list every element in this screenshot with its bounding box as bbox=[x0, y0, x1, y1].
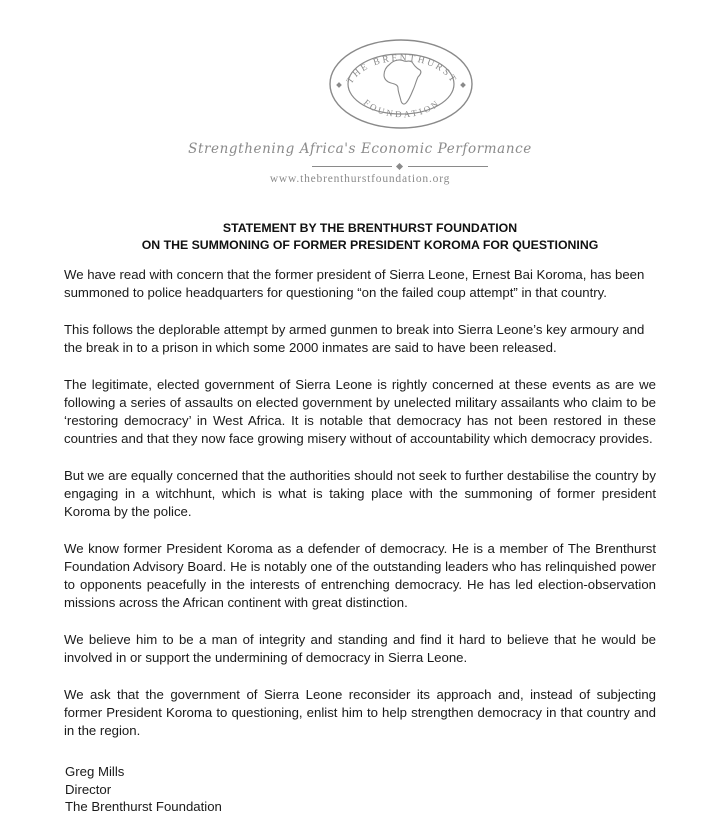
diamond-ornament-icon bbox=[396, 163, 403, 170]
paragraph-4: But we are equally concerned that the authorities should not seek to further destabilise the country by engaging in a witchhunt, which is what is taking place with the summoning of former president Koroma by the police. bbox=[64, 467, 656, 520]
paragraph-2: This follows the deplorable attempt by armed gunmen to break into Sierra Leone’s key armoury and the break in to a prison in which some 2000 inmates are said to have been released. bbox=[64, 321, 645, 355]
letterhead bbox=[0, 0, 720, 200]
signatory-role: Director bbox=[65, 781, 112, 797]
website-url: www.thebrenthurstfoundation.org bbox=[269, 173, 451, 185]
statement-title bbox=[0, 220, 720, 254]
tagline: Strengthening Africa's Economic Performance bbox=[188, 141, 532, 157]
diamond-ornament-left-icon bbox=[336, 82, 342, 88]
title-line-1: STATEMENT BY THE BRENTHURST FOUNDATION bbox=[222, 221, 518, 235]
tagline-divider bbox=[312, 164, 488, 170]
paragraph-1: We have read with concern that the former president of Sierra Leone, Ernest Bai Koroma, has been summoned to police headquarters for questioning “on the failed coup attempt” in that country. bbox=[64, 267, 645, 301]
svg-text:THE BRENTHURST bbox=[345, 53, 458, 85]
paragraph-5: We know former President Koroma as a defender of democracy. He is a member of The Brenthurst Foundation Advisory Board. He is notably one of the outstanding leaders who has relinquished power to opponents peacefully in the interests of entrenching democracy. He has led election-observation missions across the African continent with great distinction. bbox=[64, 540, 656, 611]
paragraph-7: We ask that the government of Sierra Leone reconsider its approach and, instead of subjecting former President Koroma to questioning, enlist him to help strengthen democracy in that country and in the region. bbox=[64, 686, 656, 739]
logo-bottom-text: FOUNDATION bbox=[361, 97, 443, 120]
paragraph-6: We believe him to be a man of integrity and standing and find it hard to believe that he would be involved in or support the undermining of democracy in Sierra Leone. bbox=[64, 632, 656, 666]
foundation-logo bbox=[328, 38, 474, 130]
diamond-ornament-right-icon bbox=[460, 82, 466, 88]
signatory-organization: The Brenthurst Foundation bbox=[65, 799, 222, 814]
logo-top-text: THE BRENTHURST bbox=[345, 53, 459, 86]
signatory-name: Greg Mills bbox=[65, 764, 125, 779]
svg-text:FOUNDATION bbox=[362, 97, 443, 119]
statement-body bbox=[64, 266, 656, 759]
africa-map-icon bbox=[384, 60, 421, 104]
paragraph-3: The legitimate, elected government of Sierra Leone is rightly concerned at these events as are we following a series of assaults on elected government by unelected military assailants who claim to be ‘restoring democracy’ in West Africa. It is notable that democracy has not been restored in these countries and that they now face growing misery without of accountability which democracy provides. bbox=[64, 376, 656, 447]
signature-block bbox=[65, 763, 222, 816]
title-line-2: ON THE SUMMONING OF FORMER PRESIDENT KOROMA FOR QUESTIONING bbox=[141, 238, 599, 252]
